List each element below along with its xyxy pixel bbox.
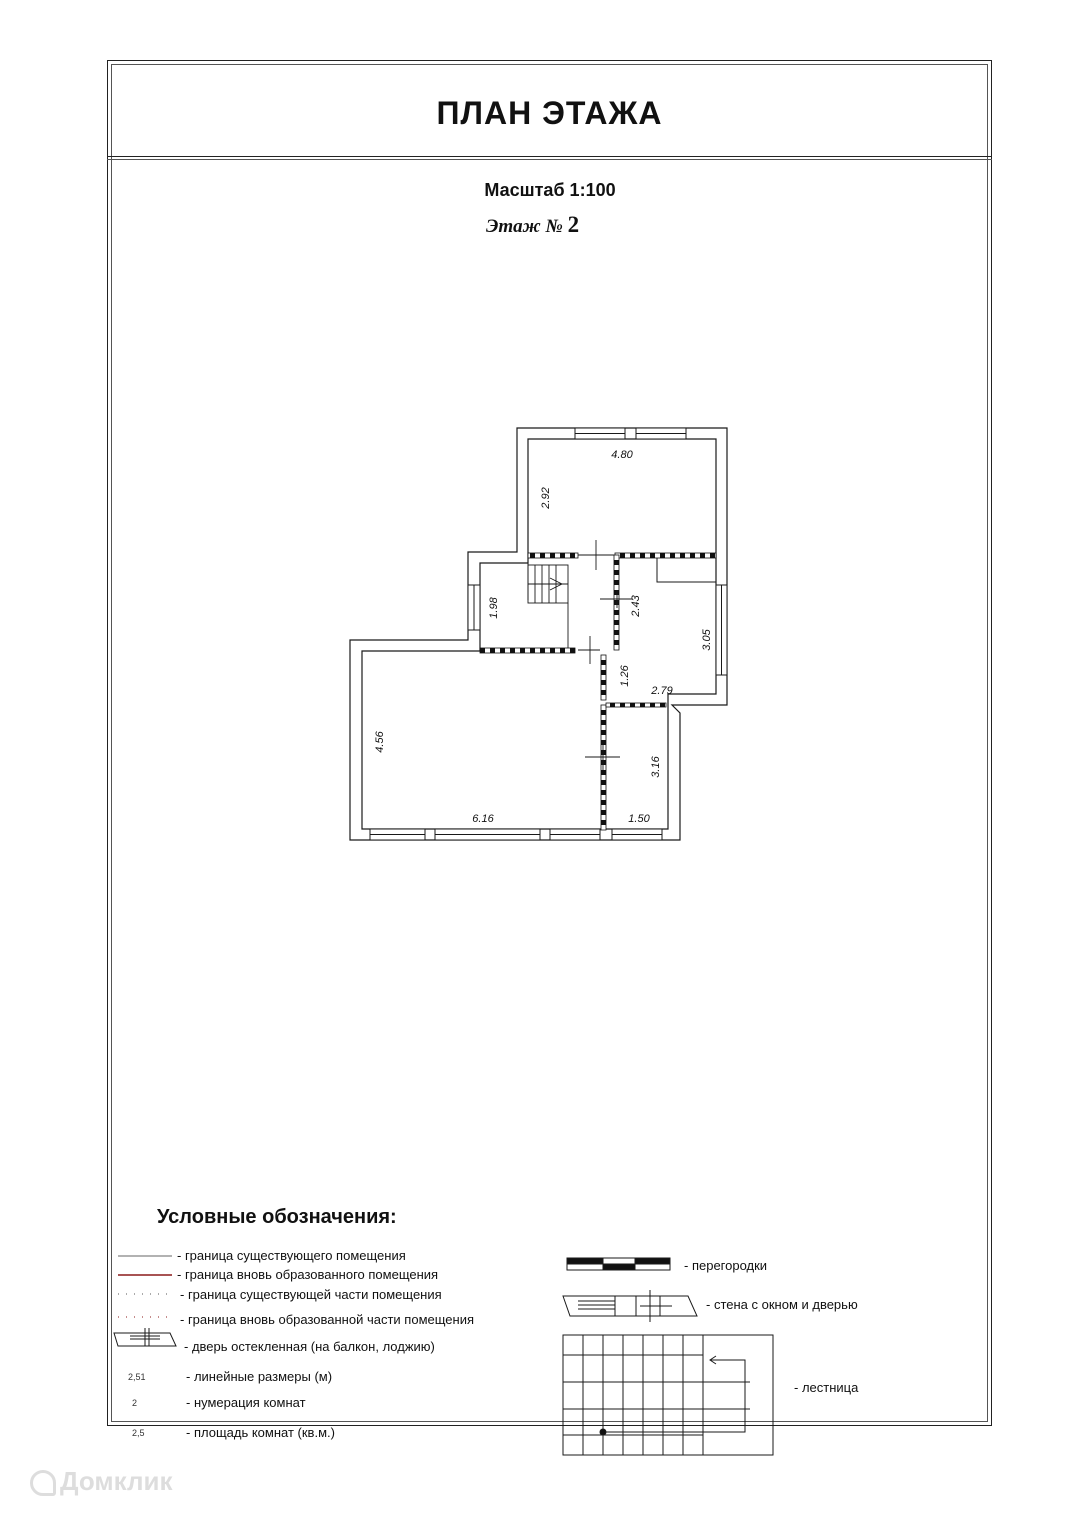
dim-616: 6.16 [472,813,494,825]
dim-292: 2.92 [540,487,552,509]
legend-new-part: - граница вновь образованной части помещения [180,1312,474,1327]
outer-walls [350,428,727,840]
dim-150: 1.50 [628,813,650,825]
legend-stairs: - лестница [794,1380,859,1395]
legend-partition-symbol [567,1258,670,1270]
legend-sample-dim: 2,51 [128,1372,146,1382]
legend-glazed-door: - дверь остекленная (на балкон, лоджию) [184,1339,435,1354]
legend-sample-room-num: 2 [132,1398,138,1408]
watermark-text: Домклик [60,1466,173,1496]
legend-title: Условные обозначения: [157,1206,397,1228]
floor-number: 2 [567,212,580,237]
dim-126: 1.26 [619,665,631,687]
dim-480: 4.80 [611,449,633,461]
legend-sample-area: 2,5 [132,1428,145,1438]
legend-room-area: - площадь комнат (кв.м.) [186,1425,335,1440]
legend-room-numbering: - нумерация комнат [186,1395,306,1410]
floor-prefix: Этаж № [486,216,563,237]
legend-wall-window-door-symbol [563,1290,697,1322]
dim-243: 2.43 [630,595,642,617]
legend-wall-window-door: - стена с окном и дверью [706,1297,858,1312]
legend-glazed-door-symbol [114,1328,176,1346]
page-title: ПЛАН ЭТАЖА [436,95,663,131]
legend-linear-dims: - линейные размеры (м) [186,1369,333,1384]
dim-198: 1.98 [488,597,500,619]
dim-456: 4.56 [374,731,386,753]
domclick-logo-icon [30,1470,56,1496]
scale-label: Масштаб 1:100 [484,180,616,200]
dim-316: 3.16 [650,756,662,778]
dim-305: 3.05 [701,629,713,651]
watermark [30,1466,172,1497]
legend-existing-boundary: - граница существующего помещения [177,1248,406,1263]
dim-279: 2.79 [651,685,673,697]
legend-stairs-symbol [563,1335,773,1455]
legend-partitions: - перегородки [684,1258,768,1273]
legend-new-boundary: - граница вновь образованного помещения [177,1267,439,1282]
legend-existing-part: - граница существующей части помещения [180,1287,442,1302]
stairs-symbol [528,565,568,648]
